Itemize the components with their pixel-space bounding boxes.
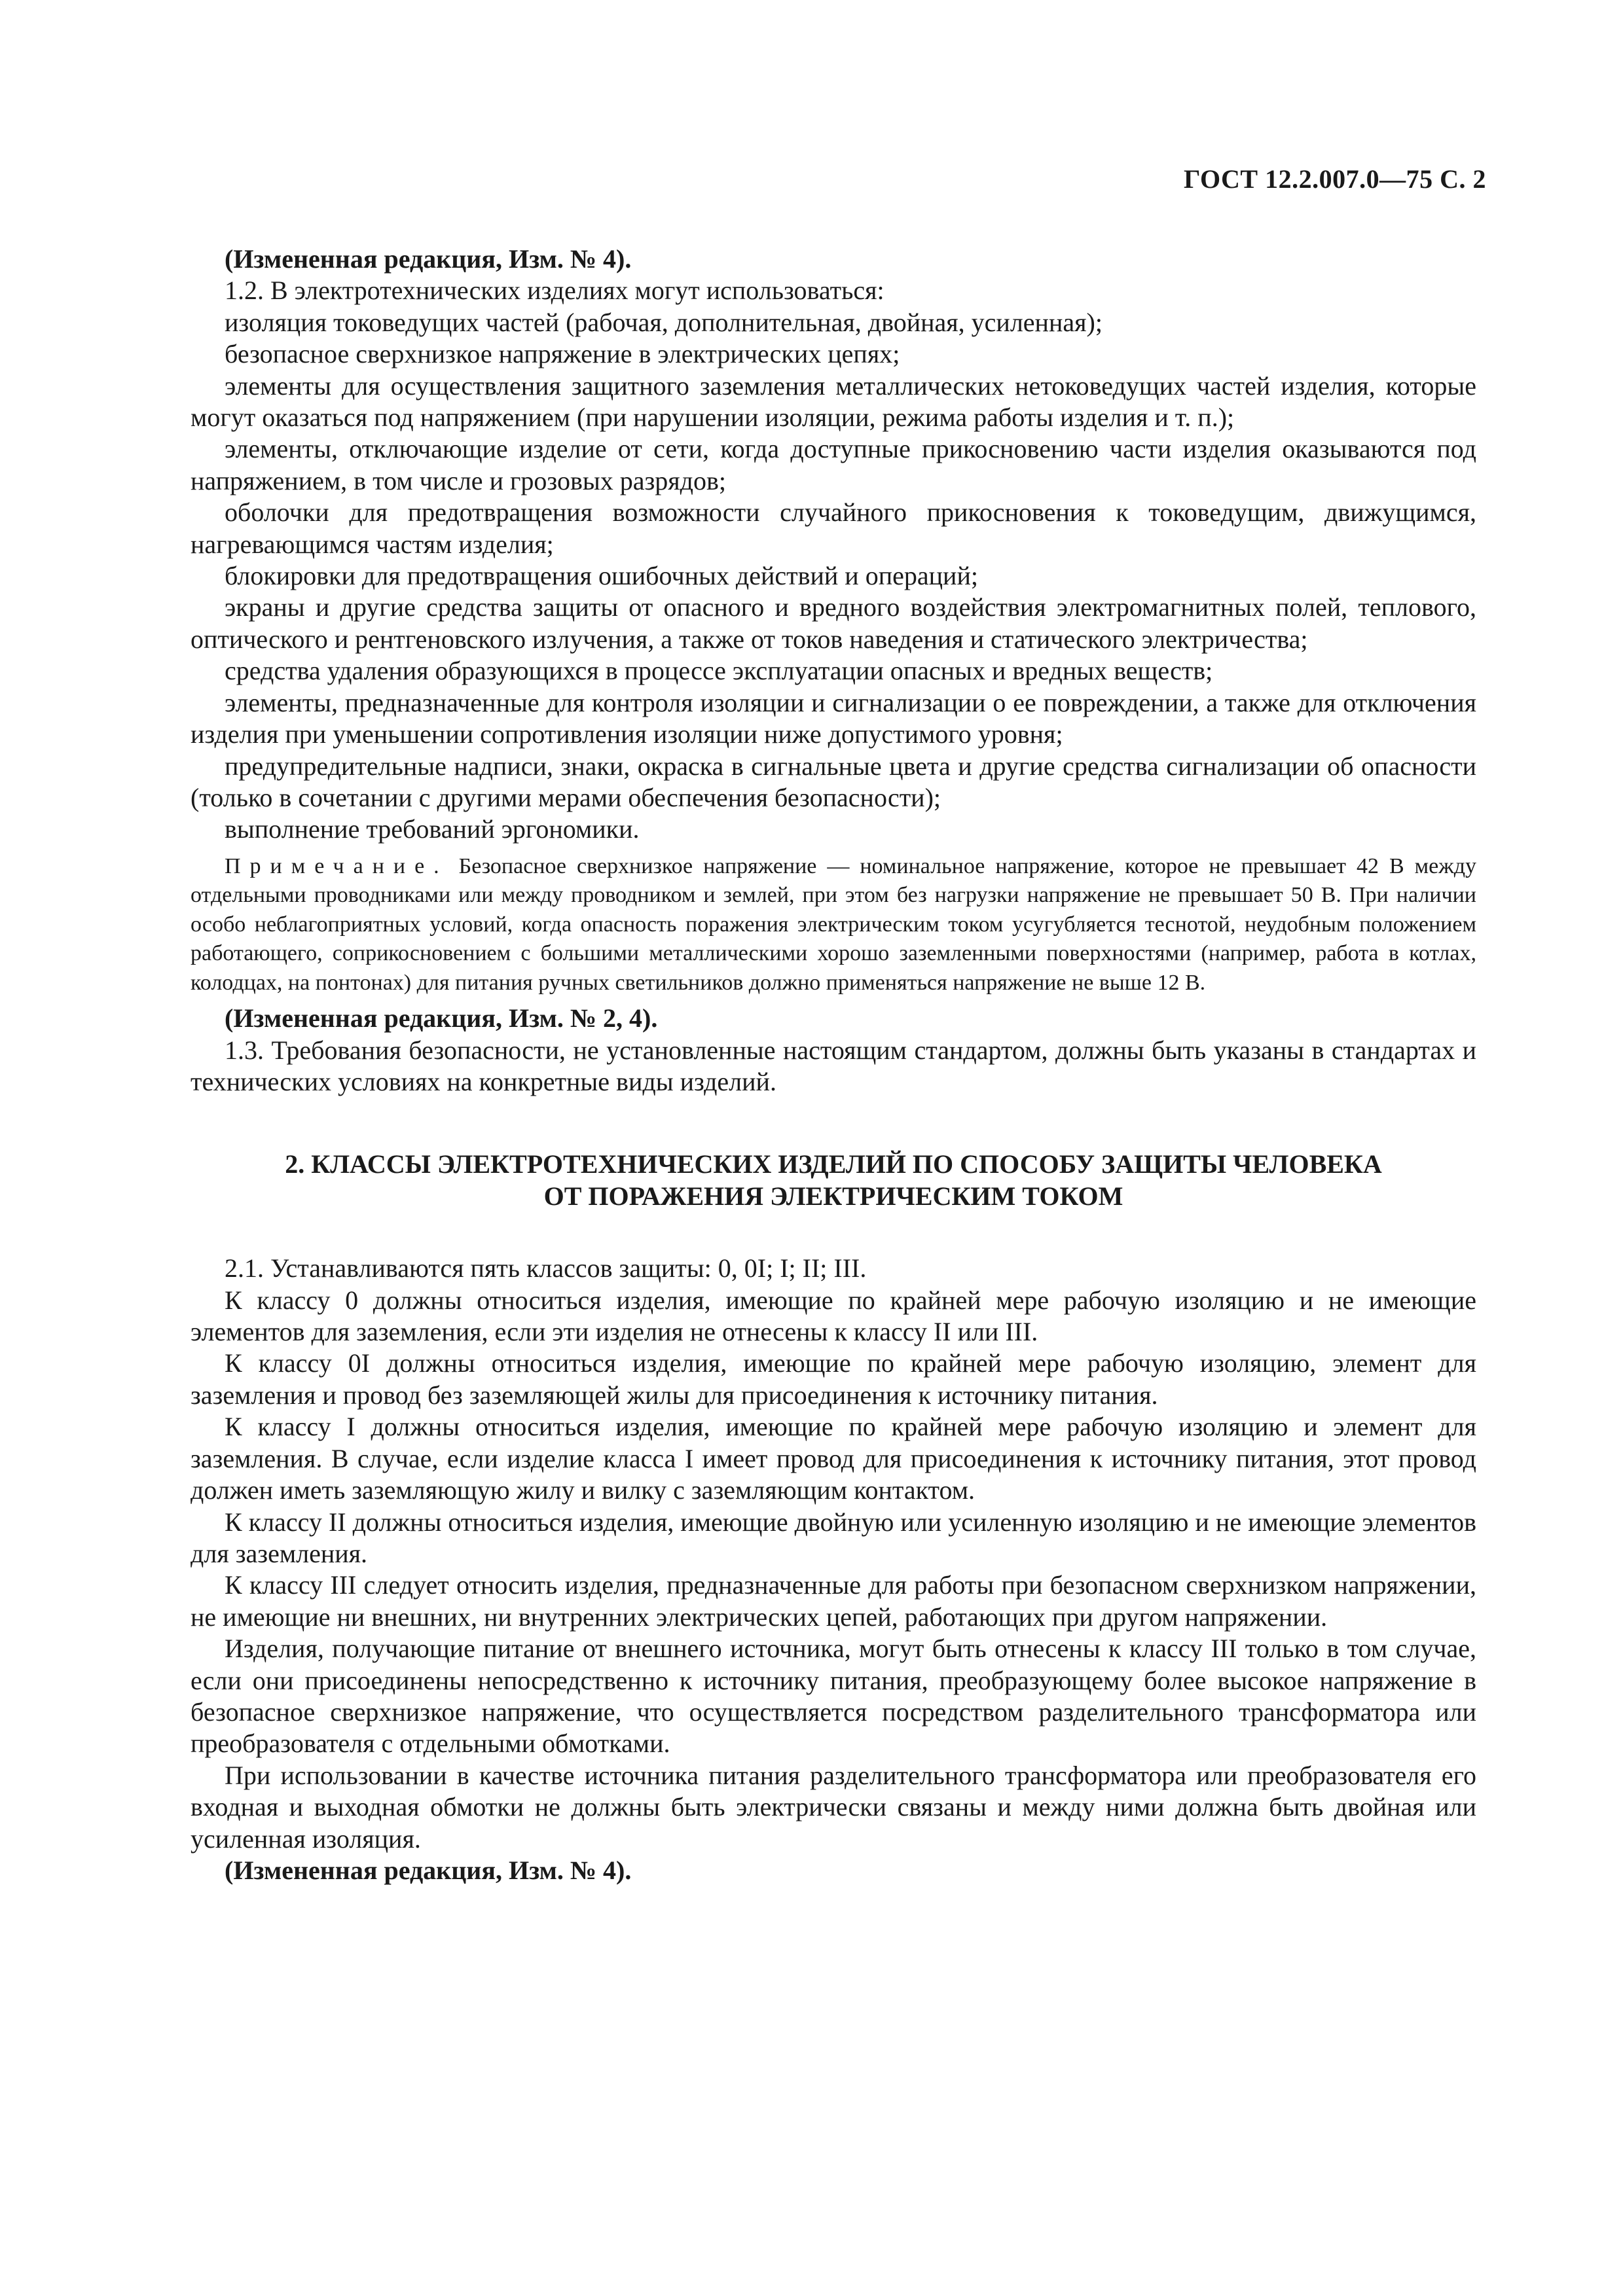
- clause-1-2-item: выполнение требований эргономики.: [225, 814, 640, 844]
- section-2-title-line-1: 2. КЛАССЫ ЭЛЕКТРОТЕХНИЧЕСКИХ ИЗДЕЛИЙ ПО СПОСОБУ ЗАЩИТЫ ЧЕЛОВЕКА: [285, 1149, 1382, 1179]
- running-header: ГОСТ 12.2.007.0—75 С. 2: [1183, 164, 1486, 194]
- clause-1-2-item: безопасное сверхнизкое напряжение в электрических цепях;: [225, 339, 900, 369]
- clause-1-2-item: экраны и другие средства защиты от опасного и вредного воздействия электромагнитных полей, теплового, оптического и рентгеновского излучения, а также от токов наведения и статического электричества;: [191, 592, 1476, 654]
- note-label: Примечание.: [225, 853, 448, 878]
- section-2-paragraph: Изделия, получающие питание от внешнего источника, могут быть отнесены к классу III только в том случае, если они присоединены непосредственно к источнику питания, преобразующему более высокое напряжение в безопасное сверхнизкое напряжение, что осуществляется посредством разделительного трансформатора или преобразователя с отдельными обмотками.: [191, 1634, 1476, 1759]
- clause-1-2-item: элементы, отключающие изделие от сети, когда доступные прикосновению части изделия оказываются под напряжением, в том числе и грозовых разрядов;: [191, 434, 1476, 495]
- clause-1-2-item: элементы для осуществления защитного заземления металлических нетоковедущих частей изделия, которые могут оказаться под напряжением (при нарушении изоляции, режима работы изделия и т. п.);: [191, 370, 1476, 433]
- clause-1-2-item: предупредительные надписи, знаки, окраска в сигнальные цвета и другие средства сигнализации об опасности (только в сочетании с другими мерами обеспечения безопасности);: [191, 751, 1476, 812]
- section-2-paragraph: К классу 0 должны относиться изделия, имеющие по крайней мере рабочую изоляцию и не имеющие элементов для заземления, если эти изделия не отнесены к классу II или III.: [191, 1285, 1476, 1347]
- section-2-paragraph: К классу III следует относить изделия, предназначенные для работы при безопасном сверхнизком напряжении, не имеющие ни внешних, ни внутренних электрических цепей, работающих при другом напряжении.: [191, 1570, 1476, 1632]
- revision-note-3: (Измененная редакция, Изм. № 4).: [225, 1855, 632, 1885]
- revision-note-2: (Измененная редакция, Изм. № 2, 4).: [225, 1003, 658, 1033]
- clause-1-2-item: средства удаления образующихся в процессе эксплуатации опасных и вредных веществ;: [225, 656, 1213, 686]
- section-2-paragraph: К классу II должны относиться изделия, имеющие двойную или усиленную изоляцию и не имеющие элементов для заземления.: [191, 1507, 1476, 1568]
- clause-1-2-item: блокировки для предотвращения ошибочных действий и операций;: [225, 561, 978, 591]
- section-2-title: [191, 1149, 1476, 1212]
- clause-1-3: 1.3. Требования безопасности, не установленные настоящим стандартом, должны быть указаны в стандартах и технических условиях на конкретные виды изделий.: [191, 1035, 1476, 1097]
- clause-1-2-item: элементы, предназначенные для контроля изоляции и сигнализации о ее повреждении, а также для отключения изделия при уменьшении сопротивления изоляции ниже допустимого уровня;: [191, 687, 1476, 749]
- note-block: [191, 852, 1476, 998]
- clause-1-2-item: изоляция токоведущих частей (рабочая, дополнительная, двойная, усиленная);: [225, 307, 1103, 337]
- revision-note-1: (Измененная редакция, Изм. № 4).: [225, 244, 632, 274]
- document-body: [191, 243, 1476, 1886]
- section-2-paragraph: К классу I должны относиться изделия, имеющие по крайней мере рабочую изоляцию и элемент для заземления. В случае, если изделие класса I имеет провод для присоединения к источнику питания, этот провод должен иметь заземляющую жилу и вилку с заземляющим контактом.: [191, 1412, 1476, 1505]
- section-2-title-line-2: ОТ ПОРАЖЕНИЯ ЭЛЕКТРИЧЕСКИМ ТОКОМ: [543, 1181, 1123, 1211]
- note-text: Безопасное сверхнизкое напряжение — номинальное напряжение, которое не превышает 42 В между отдельными проводниками или между проводником и землей, при этом без нагрузки напряжение не превышает 50 В. При наличии особо неблагоприятных условий, когда опасность поражения электрическим током усугубляется теснотой, неудобным положением работающего, соприкосновением с большими металлическими хорошо заземленными поверхностями (например, работа в котлах, колодцах, на понтонах) для питания ручных светильников должно применяться напряжение не выше 12 В.: [191, 853, 1476, 995]
- clause-1-2-item: оболочки для предотвращения возможности случайного прикосновения к токоведущим, движущимся, нагревающимся частям изделия;: [191, 497, 1476, 559]
- section-2-paragraph: При использовании в качестве источника питания разделительного трансформатора или преобразователя его входная и выходная обмотки не должны быть электрически связаны и между ними должна быть двойная или усиленная изоляция.: [191, 1760, 1476, 1854]
- section-2-paragraph: 2.1. Устанавливаются пять классов защиты: 0, 0I; I; II; III.: [225, 1253, 867, 1283]
- clause-1-2-lead: 1.2. В электротехнических изделиях могут использоваться:: [225, 276, 884, 306]
- section-2-paragraph: К классу 0I должны относиться изделия, имеющие по крайней мере рабочую изоляцию, элемент для заземления и провод без заземляющей жилы для присоединения к источнику питания.: [191, 1348, 1476, 1410]
